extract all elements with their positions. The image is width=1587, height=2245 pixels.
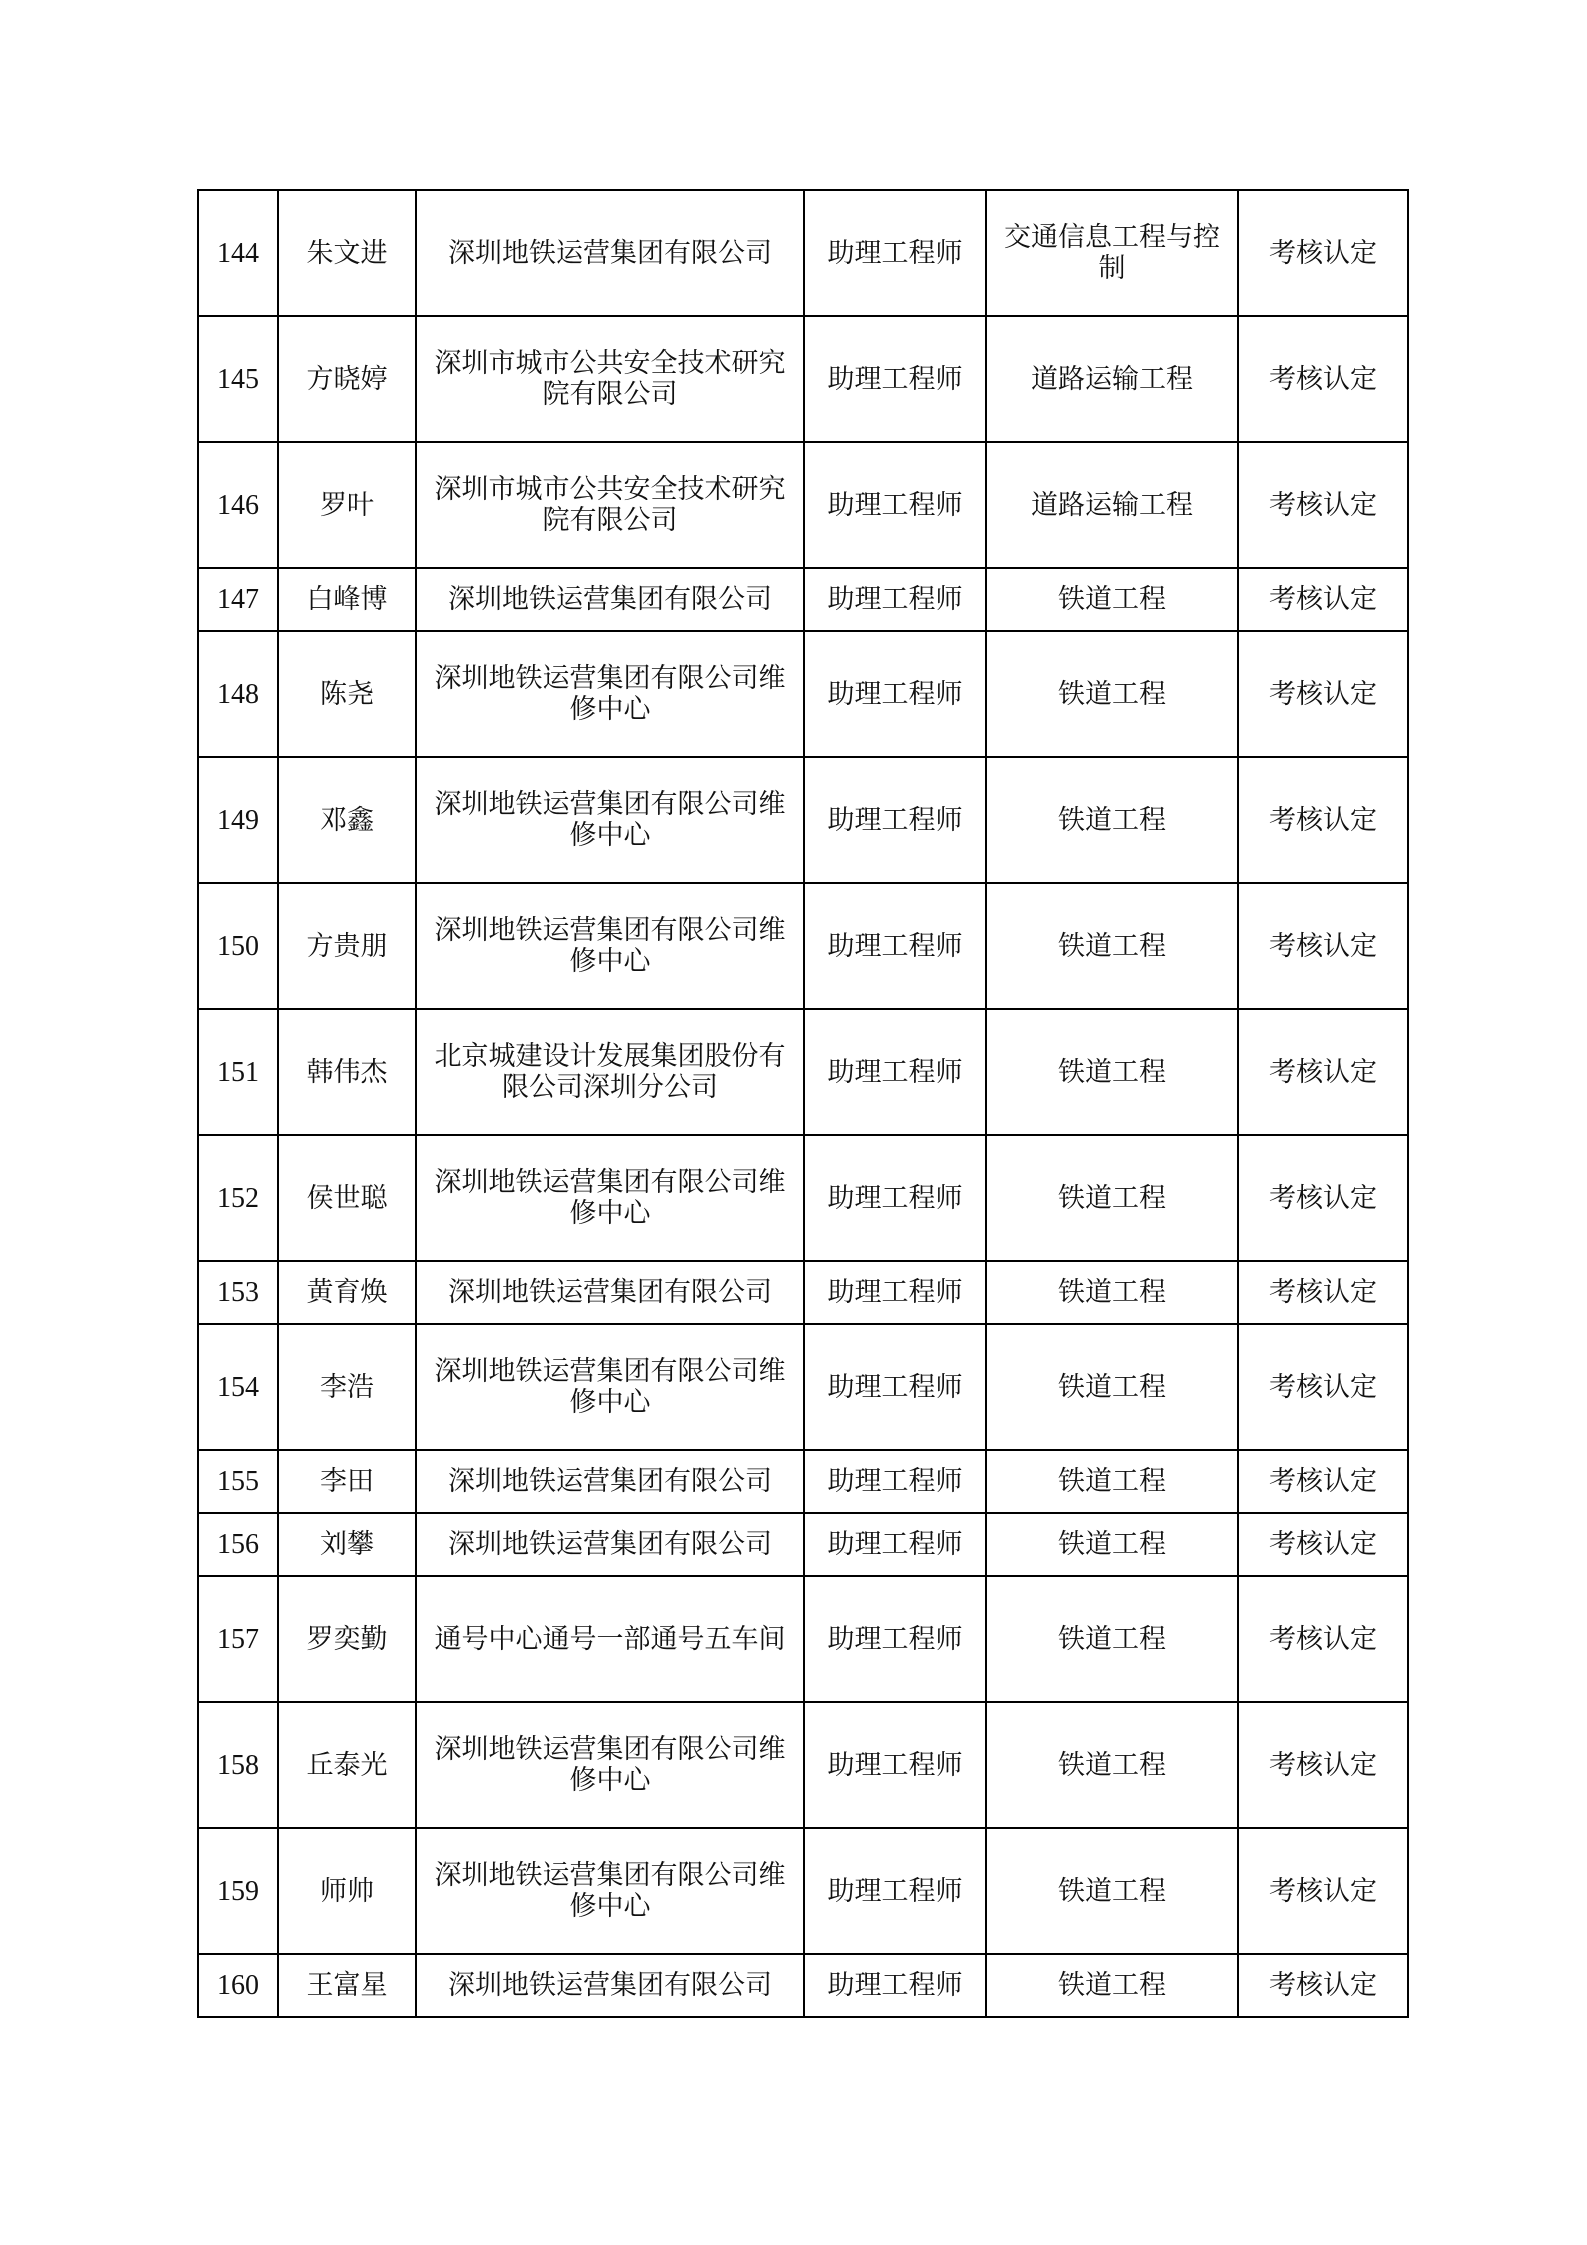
serial-number-cell: 151 bbox=[198, 1009, 278, 1135]
employer-cell: 深圳地铁运营集团有限公司维修中心 bbox=[416, 1702, 804, 1828]
evaluation-method-cell: 考核认定 bbox=[1238, 1702, 1408, 1828]
table-row bbox=[198, 757, 1408, 883]
qualification-cell: 助理工程师 bbox=[804, 190, 986, 316]
specialty-cell: 铁道工程 bbox=[986, 568, 1238, 631]
specialty-cell: 铁道工程 bbox=[986, 1009, 1238, 1135]
qualification-cell: 助理工程师 bbox=[804, 1702, 986, 1828]
specialty-cell: 铁道工程 bbox=[986, 1324, 1238, 1450]
table-row bbox=[198, 883, 1408, 1009]
employer-cell: 深圳市城市公共安全技术研究院有限公司 bbox=[416, 442, 804, 568]
name-cell: 罗奕勤 bbox=[278, 1576, 416, 1702]
specialty-cell: 铁道工程 bbox=[986, 1135, 1238, 1261]
table-row bbox=[198, 631, 1408, 757]
evaluation-method-cell: 考核认定 bbox=[1238, 757, 1408, 883]
specialty-cell: 道路运输工程 bbox=[986, 316, 1238, 442]
specialty-cell: 铁道工程 bbox=[986, 1261, 1238, 1324]
qualification-cell: 助理工程师 bbox=[804, 1324, 986, 1450]
serial-number-cell: 152 bbox=[198, 1135, 278, 1261]
table-row bbox=[198, 1702, 1408, 1828]
specialty-cell: 铁道工程 bbox=[986, 1450, 1238, 1513]
specialty-cell: 铁道工程 bbox=[986, 1513, 1238, 1576]
name-cell: 李浩 bbox=[278, 1324, 416, 1450]
name-cell: 罗叶 bbox=[278, 442, 416, 568]
serial-number-cell: 160 bbox=[198, 1954, 278, 2017]
evaluation-method-cell: 考核认定 bbox=[1238, 883, 1408, 1009]
specialty-cell: 铁道工程 bbox=[986, 1576, 1238, 1702]
specialty-cell: 铁道工程 bbox=[986, 757, 1238, 883]
name-cell: 黄育焕 bbox=[278, 1261, 416, 1324]
evaluation-method-cell: 考核认定 bbox=[1238, 568, 1408, 631]
qualification-cell: 助理工程师 bbox=[804, 568, 986, 631]
qualification-cell: 助理工程师 bbox=[804, 631, 986, 757]
name-cell: 侯世聪 bbox=[278, 1135, 416, 1261]
serial-number-cell: 148 bbox=[198, 631, 278, 757]
serial-number-cell: 155 bbox=[198, 1450, 278, 1513]
qualification-cell: 助理工程师 bbox=[804, 442, 986, 568]
table-row bbox=[198, 442, 1408, 568]
employer-cell: 深圳地铁运营集团有限公司维修中心 bbox=[416, 1324, 804, 1450]
employer-cell: 北京城建设计发展集团股份有限公司深圳分公司 bbox=[416, 1009, 804, 1135]
table-row bbox=[198, 316, 1408, 442]
evaluation-method-cell: 考核认定 bbox=[1238, 1135, 1408, 1261]
qualification-cell: 助理工程师 bbox=[804, 1513, 986, 1576]
evaluation-method-cell: 考核认定 bbox=[1238, 1324, 1408, 1450]
employer-cell: 深圳地铁运营集团有限公司 bbox=[416, 1261, 804, 1324]
name-cell: 刘攀 bbox=[278, 1513, 416, 1576]
employer-cell: 深圳地铁运营集团有限公司维修中心 bbox=[416, 631, 804, 757]
employer-cell: 深圳地铁运营集团有限公司 bbox=[416, 568, 804, 631]
serial-number-cell: 154 bbox=[198, 1324, 278, 1450]
name-cell: 韩伟杰 bbox=[278, 1009, 416, 1135]
employer-cell: 深圳地铁运营集团有限公司 bbox=[416, 1513, 804, 1576]
serial-number-cell: 149 bbox=[198, 757, 278, 883]
employer-cell: 深圳地铁运营集团有限公司 bbox=[416, 190, 804, 316]
serial-number-cell: 158 bbox=[198, 1702, 278, 1828]
table-row bbox=[198, 1576, 1408, 1702]
name-cell: 李田 bbox=[278, 1450, 416, 1513]
evaluation-method-cell: 考核认定 bbox=[1238, 1261, 1408, 1324]
qualification-cell: 助理工程师 bbox=[804, 1450, 986, 1513]
qualification-cell: 助理工程师 bbox=[804, 757, 986, 883]
name-cell: 朱文进 bbox=[278, 190, 416, 316]
employer-cell: 深圳地铁运营集团有限公司 bbox=[416, 1450, 804, 1513]
qualification-cell: 助理工程师 bbox=[804, 1135, 986, 1261]
specialty-cell: 交通信息工程与控制 bbox=[986, 190, 1238, 316]
table-row bbox=[198, 568, 1408, 631]
qualification-cell: 助理工程师 bbox=[804, 1828, 986, 1954]
name-cell: 邓鑫 bbox=[278, 757, 416, 883]
evaluation-method-cell: 考核认定 bbox=[1238, 1828, 1408, 1954]
specialty-cell: 铁道工程 bbox=[986, 883, 1238, 1009]
qualification-cell: 助理工程师 bbox=[804, 1009, 986, 1135]
qualification-cell: 助理工程师 bbox=[804, 1261, 986, 1324]
serial-number-cell: 146 bbox=[198, 442, 278, 568]
specialty-cell: 铁道工程 bbox=[986, 1954, 1238, 2017]
specialty-cell: 铁道工程 bbox=[986, 1702, 1238, 1828]
serial-number-cell: 145 bbox=[198, 316, 278, 442]
qualification-cell: 助理工程师 bbox=[804, 883, 986, 1009]
specialty-cell: 铁道工程 bbox=[986, 631, 1238, 757]
employer-cell: 深圳地铁运营集团有限公司维修中心 bbox=[416, 883, 804, 1009]
roster-table-body bbox=[198, 190, 1408, 2017]
qualification-cell: 助理工程师 bbox=[804, 316, 986, 442]
qualification-cell: 助理工程师 bbox=[804, 1954, 986, 2017]
table-row bbox=[198, 1135, 1408, 1261]
serial-number-cell: 157 bbox=[198, 1576, 278, 1702]
evaluation-method-cell: 考核认定 bbox=[1238, 442, 1408, 568]
serial-number-cell: 144 bbox=[198, 190, 278, 316]
employer-cell: 深圳市城市公共安全技术研究院有限公司 bbox=[416, 316, 804, 442]
serial-number-cell: 156 bbox=[198, 1513, 278, 1576]
name-cell: 丘泰光 bbox=[278, 1702, 416, 1828]
name-cell: 陈尧 bbox=[278, 631, 416, 757]
name-cell: 王富星 bbox=[278, 1954, 416, 2017]
evaluation-method-cell: 考核认定 bbox=[1238, 1450, 1408, 1513]
table-row bbox=[198, 190, 1408, 316]
table-row bbox=[198, 1009, 1408, 1135]
qualification-cell: 助理工程师 bbox=[804, 1576, 986, 1702]
employer-cell: 深圳地铁运营集团有限公司维修中心 bbox=[416, 1135, 804, 1261]
employer-cell: 通号中心通号一部通号五车间 bbox=[416, 1576, 804, 1702]
specialty-cell: 铁道工程 bbox=[986, 1828, 1238, 1954]
employer-cell: 深圳地铁运营集团有限公司维修中心 bbox=[416, 757, 804, 883]
evaluation-method-cell: 考核认定 bbox=[1238, 1576, 1408, 1702]
name-cell: 师帅 bbox=[278, 1828, 416, 1954]
employer-cell: 深圳地铁运营集团有限公司维修中心 bbox=[416, 1828, 804, 1954]
name-cell: 方晓婷 bbox=[278, 316, 416, 442]
evaluation-method-cell: 考核认定 bbox=[1238, 631, 1408, 757]
evaluation-method-cell: 考核认定 bbox=[1238, 1009, 1408, 1135]
evaluation-method-cell: 考核认定 bbox=[1238, 316, 1408, 442]
evaluation-method-cell: 考核认定 bbox=[1238, 1954, 1408, 2017]
table-row bbox=[198, 1324, 1408, 1450]
table-row bbox=[198, 1828, 1408, 1954]
serial-number-cell: 153 bbox=[198, 1261, 278, 1324]
employer-cell: 深圳地铁运营集团有限公司 bbox=[416, 1954, 804, 2017]
table-row bbox=[198, 1513, 1408, 1576]
evaluation-method-cell: 考核认定 bbox=[1238, 1513, 1408, 1576]
serial-number-cell: 159 bbox=[198, 1828, 278, 1954]
name-cell: 方贵朋 bbox=[278, 883, 416, 1009]
name-cell: 白峰博 bbox=[278, 568, 416, 631]
table-row bbox=[198, 1261, 1408, 1324]
table-row bbox=[198, 1954, 1408, 2017]
serial-number-cell: 150 bbox=[198, 883, 278, 1009]
evaluation-method-cell: 考核认定 bbox=[1238, 190, 1408, 316]
roster-table bbox=[197, 189, 1409, 2018]
specialty-cell: 道路运输工程 bbox=[986, 442, 1238, 568]
table-row bbox=[198, 1450, 1408, 1513]
serial-number-cell: 147 bbox=[198, 568, 278, 631]
